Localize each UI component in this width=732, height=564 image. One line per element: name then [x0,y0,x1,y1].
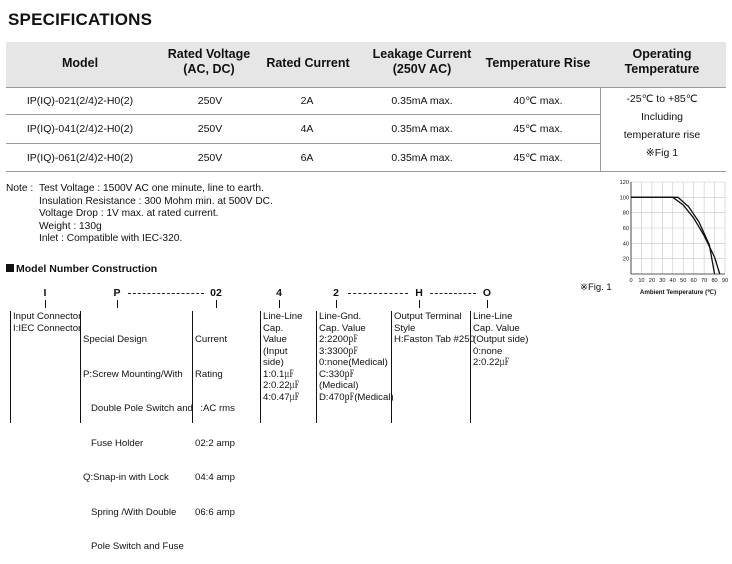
y-tick-label: 40 [622,241,629,248]
header-rated-current: Rated Current [266,56,350,70]
note-list [39,183,273,246]
group-line-gnd-cap: Line-Gnd. Cap. Value 2:2200㎊ 3:3300㎊ 0:none(Medical) C:330㎊ (Medical) D:470㎊(Medical) [319,311,394,403]
model-char-2: P [113,287,121,299]
row-3-voltage: 250V [197,152,223,164]
x-tick-label: 80 [711,278,718,284]
row-2-temp-rise: 45℃ max. [513,123,563,135]
table-rule [6,171,726,172]
group-current-rating: Current Rating :AC rms 02:2 amp 04:4 amp 06:6 amp [195,334,236,518]
group-bracket [10,311,11,423]
group-bracket [260,311,261,423]
x-tick-label: 0 [629,278,633,284]
dashed-separator [430,293,476,295]
header-operating-temperature: Operating Temperature [624,47,700,76]
table-rule [6,87,726,88]
row-2-voltage: 250V [197,123,223,135]
page-title: SPECIFICATIONS [8,10,153,29]
model-tick [336,300,337,308]
dashed-separator [348,293,408,295]
x-tick-label: 70 [700,278,708,284]
square-bullet-icon [6,264,14,272]
operating-temp-fig-ref: ※Fig 1 [645,147,679,159]
header-leakage-current: Leakage Current (250V AC) [372,47,472,76]
model-char-3: 02 [210,287,222,299]
operating-temp-line3: temperature rise [623,129,701,141]
y-tick-label: 20 [622,256,629,263]
model-tick [45,300,46,308]
table-rule [6,143,600,144]
note-line: Weight : 130g [39,220,102,232]
model-tick [279,300,280,308]
group-bracket [316,311,317,423]
header-temperature-rise: Temperature Rise [485,56,591,70]
model-tick [487,300,488,308]
model-char-4: 4 [276,287,282,299]
row-1-current: 2A [300,95,314,107]
model-tick [419,300,420,308]
y-tick-label: 100 [619,195,629,202]
dashed-separator [128,293,204,295]
row-1-leakage: 0.35mA max. [391,95,453,107]
group-line-line-cap-input: Line-Line Cap. Value (Input side) 1:0.1㎌ 2:0.22㎌ 4:0.47㎌ [263,311,303,403]
x-tick-label: 40 [669,278,676,284]
note-line: Test Voltage : 1500V AC one minute, line to earth. [39,183,264,194]
row-1-model: IP(IQ)-021(2/4)2-H0(2) [26,95,134,107]
row-3-current: 6A [300,152,314,164]
figure-label: ※Fig. 1 [580,282,612,293]
group-line-line-cap-output: Line-Line Cap. Value (Output side) 0:none 2:0.22㎌ [473,311,529,368]
x-tick-label: 50 [680,278,687,284]
y-tick-label: 80 [622,210,629,217]
x-tick-label: 10 [638,278,645,284]
model-tick [216,300,217,308]
note-label: Note : [6,183,34,194]
row-2-leakage: 0.35mA max. [391,123,453,135]
group-output-terminal: Output Terminal Style H:Faston Tab #250 [394,311,475,345]
group-special-design: Special Design P:Screw Mounting/With Double Pole Switch and Fuse Holder Q:Snap-in with Lock Spring /With Double Pole Switch and Fuse [83,334,193,552]
x-tick-label: 20 [648,278,656,284]
row-3-leakage: 0.35mA max. [391,152,453,164]
note-line: Inlet : Compatible with IEC-320. [39,233,183,244]
x-tick-label: 30 [659,278,666,284]
row-1-voltage: 250V [197,95,223,107]
table-rule [6,114,600,115]
y-tick-label: 120 [619,180,629,186]
header-rated-voltage: Rated Voltage (AC, DC) [167,47,251,76]
header-model: Model [61,56,99,70]
x-axis-label: Ambient Temperature (℃) [639,289,717,296]
row-1-temp-rise: 40℃ max. [513,95,563,107]
row-2-model: IP(IQ)-041(2/4)2-H0(2) [26,123,134,135]
note-line: Voltage Drop : 1V max. at rated current. [39,208,219,219]
row-3-temp-rise: 45℃ max. [513,152,563,164]
y-tick-label: 60 [622,226,629,232]
model-char-5: 2 [333,287,339,299]
model-char-1: I [43,287,47,299]
operating-temp-line2: Including [640,111,684,123]
series-line-1 [631,197,720,274]
operating-temp-range: -25℃ to +85℃ [626,93,698,105]
note-line: Insulation Resistance : 300 Mohm min. at 500V DC. [39,195,273,207]
x-tick-label: 90 [721,278,729,284]
model-char-6: H [415,287,423,299]
derating-chart [605,177,729,302]
x-tick-label: 60 [690,278,697,284]
model-char-7: O [482,287,492,299]
row-2-current: 4A [300,123,314,135]
model-construction-heading: Model Number Construction [6,263,157,275]
group-input-connector: Input Connector I:IEC Connector [13,311,82,334]
row-3-model: IP(IQ)-061(2/4)2-H0(2) [26,152,134,164]
model-tick [117,300,118,308]
